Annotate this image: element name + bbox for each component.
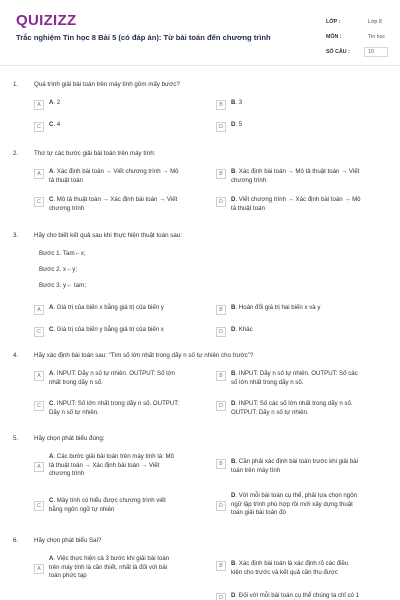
option-letter-label: A (49, 99, 54, 106)
option-text: Xác định bài toán → Viết chương trình → Mô tả thuật toán (49, 168, 179, 184)
option-text: Xác định bài toán → Mô tả thuật toán → Viết chương trình (231, 168, 360, 184)
option-letter-label: A (49, 304, 54, 311)
option-letter-label: A (49, 453, 54, 460)
option-b[interactable]: B B. Hoán đổi giá trị hai biến x và y (216, 304, 361, 315)
option-text: 3 (238, 99, 243, 106)
option-d[interactable]: D D. Đối với mỗi bài toán cụ thể chúng ta chỉ có 1 (216, 592, 361, 600)
option-text: INPUT: Số các số lớn nhất trong dãy n số. OUTPUT: Dãy n số tự nhiên. (231, 400, 353, 416)
option-letter: C (34, 122, 44, 132)
option-c[interactable]: C C. 4 (34, 121, 179, 132)
option-b[interactable]: B B. Xác định bài toán → Mô tả thuật toán → Viết chương trình (216, 168, 361, 185)
option-a[interactable]: A A. 2 (34, 99, 179, 110)
option-a[interactable]: A A. Các bước giải bài toán trên máy tính là: Mô tả thuật toán → Xác định bài toán → Viết chương trình (34, 453, 179, 479)
meta-subject (326, 29, 388, 44)
option-text: INPUT: Số lớn nhất trong dãy n số. OUTPUT: Dãy n số tự nhiên. (49, 400, 179, 416)
option-letter-label: C (49, 400, 54, 407)
option-letter-label: D (231, 400, 236, 407)
meta-class (326, 14, 388, 29)
option-letter: D (216, 593, 226, 600)
option-letter: D (216, 122, 226, 132)
option-text: INPUT: Dãy n số tự nhiên. OUTPUT: Số các số lớn nhất trong dãy n số. (231, 370, 358, 386)
option-letter: B (216, 169, 226, 179)
meta-count (326, 44, 388, 59)
question-text: Hãy xác định bài toán sau: “Tìm số lớn nhất trong dãy n số tự nhiên cho trước”? (34, 352, 254, 359)
question-text: Quá trình giải bài toán trên máy tính gồm mấy bước? (34, 81, 180, 88)
option-letter-label: D (231, 326, 236, 333)
option-letter-label: A (49, 370, 54, 377)
algorithm-step-2: Bước 2. x←y; (39, 266, 78, 273)
option-a[interactable]: A A. INPUT: Dãy n số tự nhiên. OUTPUT: Số lớn nhất trong dãy n số. (34, 370, 179, 387)
option-letter: D (216, 197, 226, 207)
option-text: Mô tả thuật toán → Xác định bài toán → Viết chương trình (49, 196, 178, 212)
option-letter: A (34, 462, 44, 472)
option-letter: D (216, 327, 226, 337)
header (0, 0, 400, 66)
option-letter-label: B (231, 99, 236, 106)
option-letter: C (34, 327, 44, 337)
option-letter-label: B (231, 458, 236, 465)
question-number: 2. (13, 150, 19, 157)
algorithm-step-1: Bước 1. Tam←x; (39, 250, 86, 257)
option-letter-label: D (231, 196, 236, 203)
option-letter: C (34, 501, 44, 511)
option-a[interactable]: A A. Xác định bài toán → Viết chương trình → Mô tả thuật toán (34, 168, 179, 185)
question-number: 4. (13, 352, 19, 359)
option-letter-label: D (231, 592, 236, 599)
meta-subject-label: MÔN : (326, 33, 342, 40)
option-text: Giá trị của biến y bằng giá trị của biến x (56, 326, 164, 333)
option-text: INPUT: Dãy n số tự nhiên. OUTPUT: Số lớn nhất trong dãy n số. (49, 370, 175, 386)
option-a[interactable]: A A. Việc thực hiện cả 3 bước khi giải bài toán trên máy tính là cần thiết, nhất là đối với bài toán phức tạp (34, 555, 179, 581)
option-text: Máy tính có hiểu được chương trình viết bằng ngôn ngữ tự nhiên (49, 497, 166, 513)
option-text: Với mỗi bài toán cụ thể, phải lựa chọn ngôn ngữ lập trình phù hợp rồi mới xây dựng thuật toán giải bài toán đó (231, 492, 357, 517)
option-letter: A (34, 564, 44, 574)
meta-class-value: Lớp 8 (368, 18, 382, 25)
option-letter: C (34, 197, 44, 207)
option-c[interactable]: C C. INPUT: Số lớn nhất trong dãy n số. OUTPUT: Dãy n số tự nhiên. (34, 400, 179, 417)
option-c[interactable]: C C. Máy tính có hiểu được chương trình viết bằng ngôn ngữ tự nhiên (34, 497, 179, 514)
option-letter-label: B (231, 370, 236, 377)
option-letter: B (216, 459, 226, 469)
algorithm-step-3: Bước 3. y← tam; (39, 282, 87, 289)
option-letter-label: D (231, 492, 236, 499)
option-d[interactable]: D D. Với mỗi bài toán cụ thể, phải lựa chọn ngôn ngữ lập trình phù hợp rồi mới xây dựng thuật toán giải bài toán đó (216, 492, 361, 518)
option-b[interactable]: B B. 3 (216, 99, 361, 110)
meta-count-value: 10 (364, 47, 388, 57)
option-letter: B (216, 561, 226, 571)
option-text: Khác (238, 326, 253, 333)
option-c[interactable]: C C. Giá trị của biến y bằng giá trị của biến x (34, 326, 199, 337)
question-number: 6. (13, 537, 19, 544)
option-text: Viết chương trình → Xác định bài toán → Mô tả thuật toán (231, 196, 361, 212)
option-letter-label: B (231, 560, 236, 567)
option-letter: A (34, 305, 44, 315)
option-d[interactable]: D D. Viết chương trình → Xác định bài toán → Mô tả thuật toán (216, 196, 361, 213)
option-b[interactable]: B B. Cần phải xác định bài toán trước khi giải bài toán trên máy tính (216, 458, 361, 475)
option-letter: A (34, 169, 44, 179)
option-text: Xác định bài toán là xác định rõ các điều kiện cho trước và kết quả cần thu được (231, 560, 349, 576)
question-text: Hãy cho biết kết quả sau khi thực hiện thuật toán sau: (34, 232, 182, 239)
option-letter-label: C (49, 121, 54, 128)
option-letter-label: D (231, 121, 236, 128)
option-letter-label: A (49, 555, 54, 562)
option-letter-label: C (49, 497, 54, 504)
option-text: 4 (56, 121, 61, 128)
meta-count-label: SỐ CÂU : (326, 48, 350, 55)
option-text: 2 (56, 99, 61, 106)
option-text: Giá trị của biến x bằng giá trị của biến y (56, 304, 164, 311)
option-letter: D (216, 401, 226, 411)
question-number: 3. (13, 232, 19, 239)
option-letter: A (34, 100, 44, 110)
option-text: Hoán đổi giá trị hai biến x và y (238, 304, 321, 311)
question-text: Hãy chọn phát biểu Sai? (34, 537, 102, 544)
option-letter: B (216, 371, 226, 381)
option-text: Đối với mỗi bài toán cụ thể chúng ta chỉ có 1 (238, 592, 359, 599)
option-a[interactable]: A A. Giá trị của biến x bằng giá trị của biến y (34, 304, 199, 315)
option-letter-label: C (49, 196, 54, 203)
option-d[interactable]: D D. INPUT: Số các số lớn nhất trong dãy n số. OUTPUT: Dãy n số tự nhiên. (216, 400, 361, 417)
option-letter-label: B (231, 304, 236, 311)
option-b[interactable]: B B. Xác định bài toán là xác định rõ các điều kiện cho trước và kết quả cần thu được (216, 560, 361, 577)
meta-panel (326, 14, 388, 59)
question-text: Hãy chọn phát biểu đúng: (34, 435, 105, 442)
option-letter: A (34, 371, 44, 381)
option-letter: D (216, 501, 226, 511)
option-letter: B (216, 100, 226, 110)
question-text: Thứ tự các bước giải bài toán trên máy tính: (34, 150, 156, 157)
page-title: Trắc nghiệm Tin học 8 Bài 5 (có đáp án): Từ bài toán đến chương trình (16, 33, 271, 42)
option-d[interactable]: D D. 5 (216, 121, 361, 132)
option-letter-label: A (49, 168, 54, 175)
option-text: 5 (238, 121, 243, 128)
option-c[interactable]: C C. Mô tả thuật toán → Xác định bài toán → Viết chương trình (34, 196, 179, 213)
question-number: 5. (13, 435, 19, 442)
option-letter: C (34, 401, 44, 411)
option-d[interactable]: D D. Khác (216, 326, 361, 337)
option-letter-label: B (231, 168, 236, 175)
option-text: Việc thực hiện cả 3 bước khi giải bài toán trên máy tính là cần thiết, nhất là đối với bài toán phức tạp (49, 555, 170, 580)
quizizz-logo: QUIZIZZ (16, 12, 77, 29)
option-text: Các bước giải bài toán trên máy tính là: Mô tả thuật toán → Xác định bài toán → Viết chương trình (49, 453, 174, 478)
question-number: 1. (13, 81, 19, 88)
option-b[interactable]: B B. INPUT: Dãy n số tự nhiên. OUTPUT: Số các số lớn nhất trong dãy n số. (216, 370, 361, 387)
option-text: Cần phải xác định bài toán trước khi giải bài toán trên máy tính (231, 458, 358, 474)
option-letter-label: C (49, 326, 54, 333)
option-letter: B (216, 305, 226, 315)
meta-class-label: LỚP : (326, 18, 341, 25)
meta-subject-value: Tin học (368, 33, 386, 40)
